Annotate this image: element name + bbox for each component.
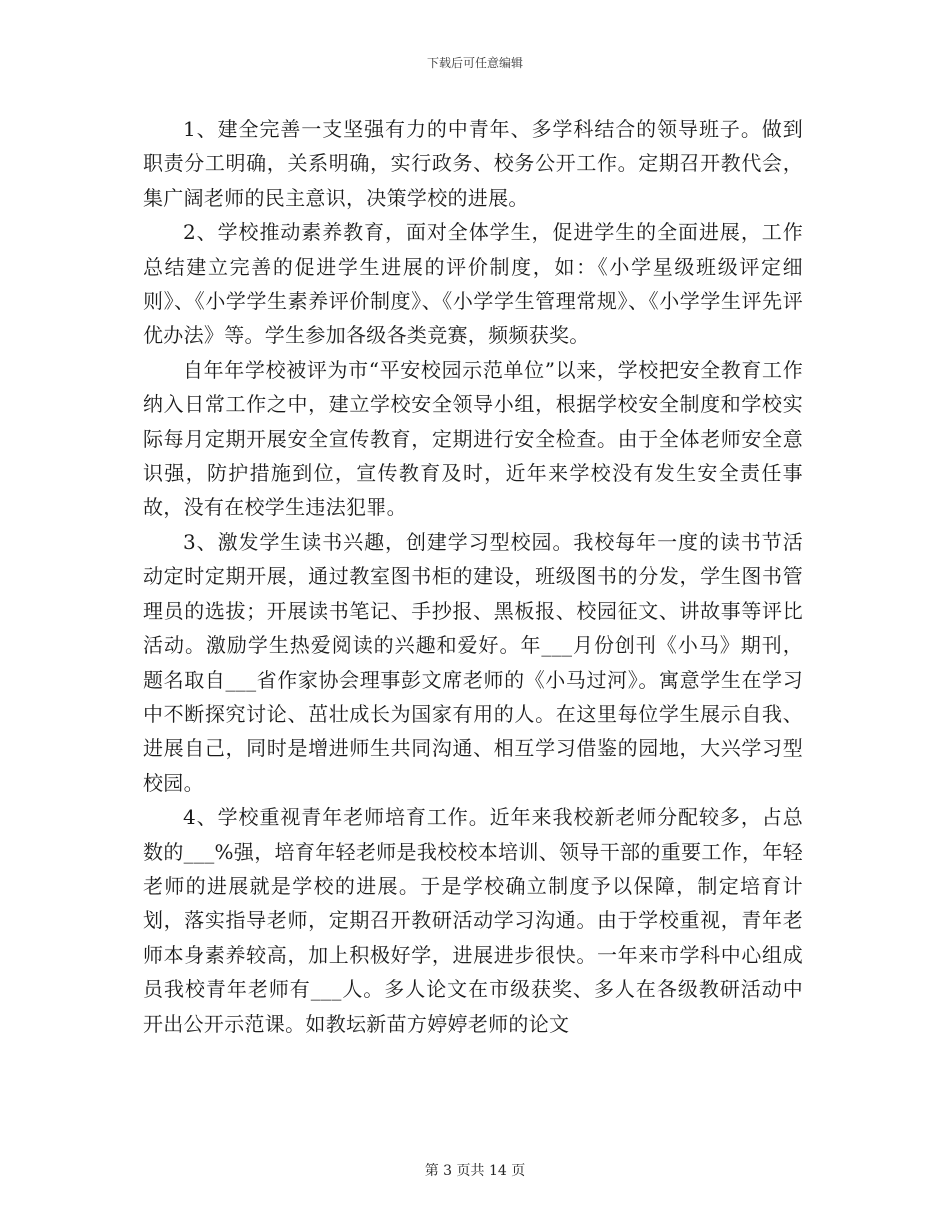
document-body <box>143 112 803 1041</box>
page-header: 下载后可任意编辑 <box>426 56 523 70</box>
paragraph-safety: 自年年学校被评为市“平安校园示范单位”以来，学校把安全教育工作纳入日常工作之中，建立学校安全领导小组，根据学校安全制度和学校实际每月定期开展安全宣传教育，定期进行安全检查。由于全体老师安全意识强，防护措施到位，宣传教育及时，近年来学校没有发生安全责任事故，没有在校学生违法犯罪。 <box>143 357 803 520</box>
page-footer: 第 3 页共 14 页 <box>424 1163 526 1179</box>
paragraph-reading: 3、激发学生读书兴趣，创建学习型校园。我校每年一度的读书节活动定时定期开展，通过教室图书柜的建设，班级图书的分发，学生图书管理员的选拔；开展读书笔记、手抄报、黑板报、校园征文、讲故事等评比活动。激励学生热爱阅读的兴趣和爱好。年___月份创刊《小马》期刊，题名取自___省作家协会理事彭文席老师的《小马过河》。寓意学生在学习中不断探究讨论、茁壮成长为国家有用的人。在这里每位学生展示自我、进展自己，同时是增进师生共同沟通、相互学习借鉴的园地，大兴学习型校园。 <box>143 529 803 795</box>
paragraph-young-teachers: 4、学校重视青年老师培育工作。近年来我校新老师分配较多，占总数的___%强，培育年轻老师是我校校本培训、领导干部的重要工作，年轻老师的进展就是学校的进展。于是学校确立制度予以保障，制定培育计划，落实指导老师，定期召开教研活动学习沟通。由于学校重视，青年老师本身素养较高，加上积极好学，进展进步很快。一年来市学科中心组成员我校青年老师有___人。多人论文在市级获奖、多人在各级教研活动中开出公开示范课。如教坛新苗方婷婷老师的论文 <box>143 805 803 1036</box>
paragraph-quality-education: 2、学校推动素养教育，面对全体学生，促进学生的全面进展，工作总结建立完善的促进学生进展的评价制度，如：《小学星级班级评定细则》、《小学学生素养评价制度》、《小学学生管理常规》、《小学学生评先评优办法》等。学生参加各级各类竞赛，频频获奖。 <box>143 220 803 348</box>
paragraph-leadership: 1、建全完善一支坚强有力的中青年、多学科结合的领导班子。做到职责分工明确，关系明确，实行政务、校务公开工作。定期召开教代会，集广阔老师的民主意识，决策学校的进展。 <box>143 117 803 210</box>
